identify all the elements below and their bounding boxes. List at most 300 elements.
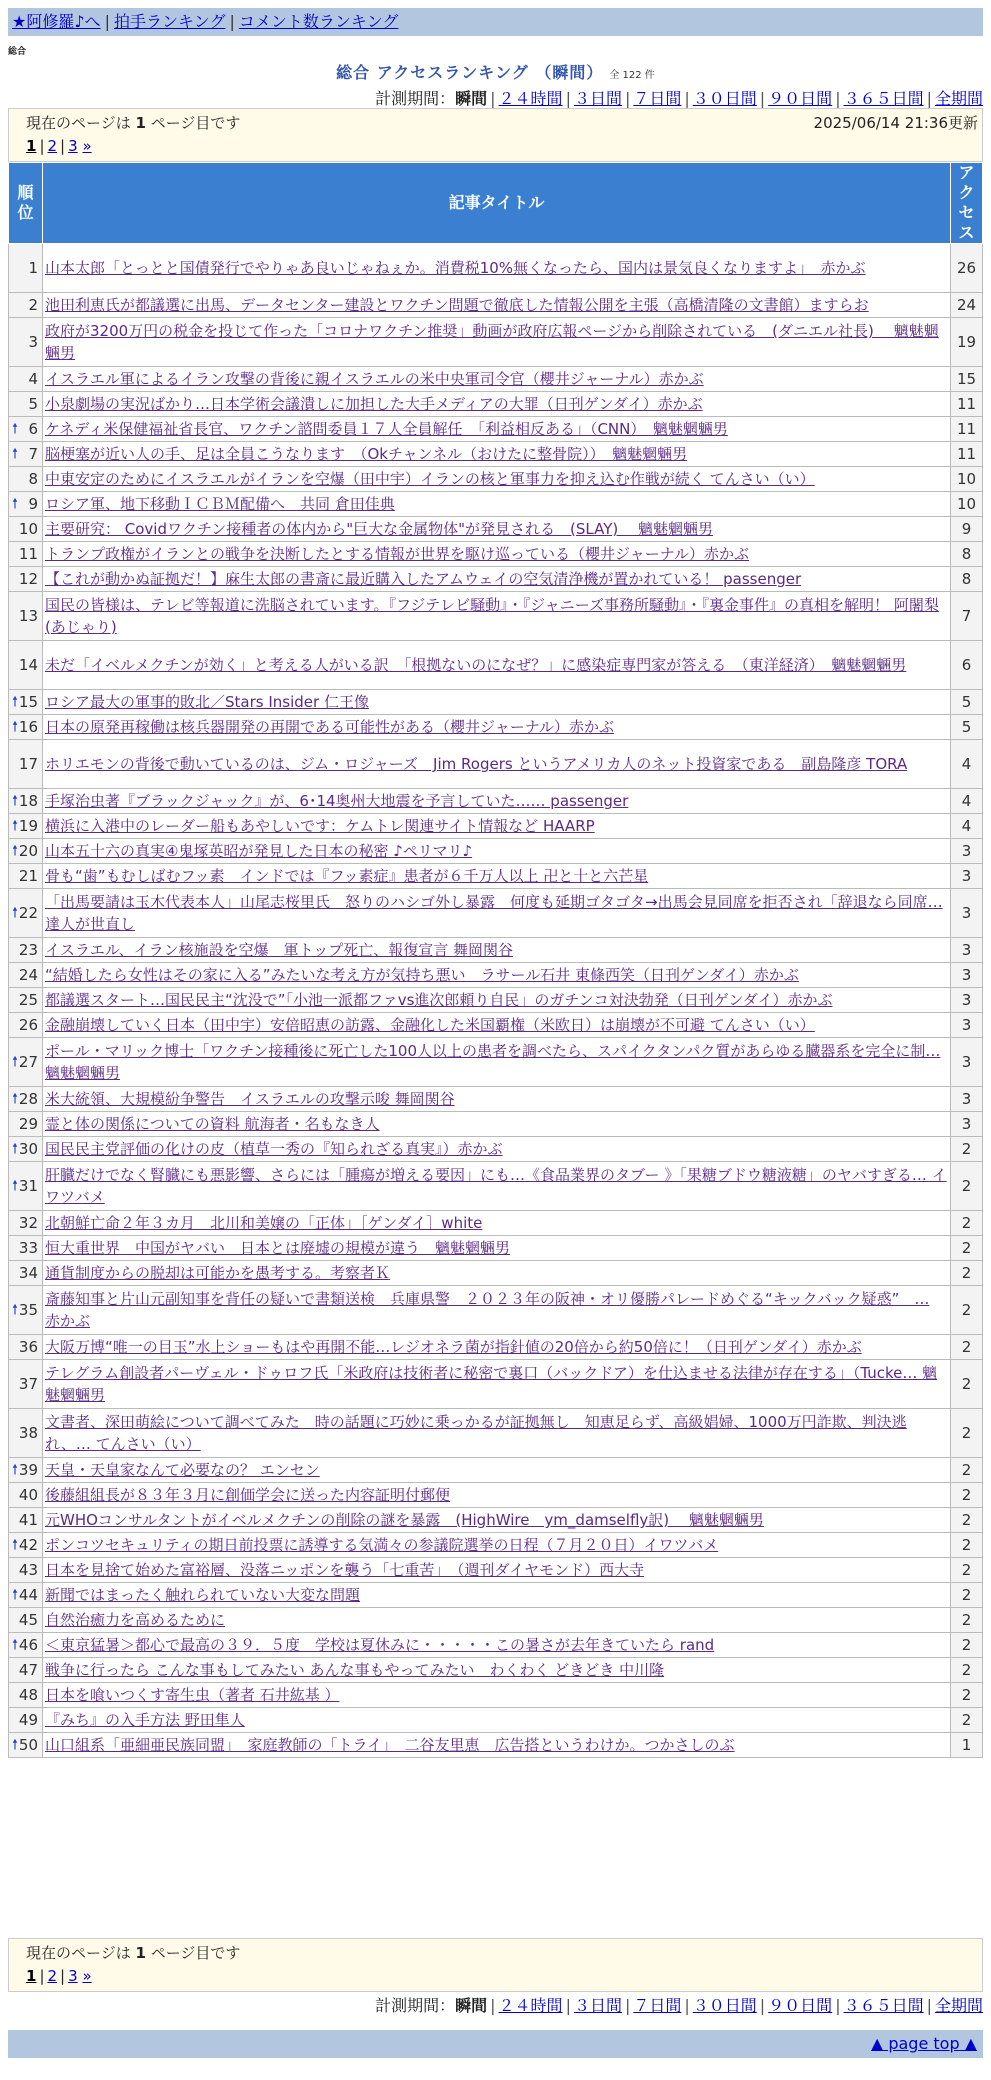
rank-number: 1 xyxy=(28,259,38,277)
rank-number: 28 xyxy=(18,1090,38,1108)
article-title-link[interactable]: 大阪万博“唯一の目玉”水上ショーもはや再開不能…レジオネラ菌が指針値の20倍から約50倍に！（日刊ゲンダイ）赤かぶ xyxy=(45,1338,862,1356)
article-title-link[interactable]: 北朝鮮亡命２年３カ月 北川和美嬢の「正体」［ゲンダイ］white xyxy=(45,1214,483,1232)
title-header: 記事タイトル xyxy=(43,163,951,244)
table-row xyxy=(9,938,983,963)
title-cell xyxy=(43,367,951,392)
title-cell xyxy=(43,467,951,492)
nav-separator: | xyxy=(104,12,110,31)
page-top-link[interactable]: ▲ page top ▲ xyxy=(870,2034,977,2053)
title-cell xyxy=(43,988,951,1013)
access-count: 2 xyxy=(951,1608,983,1633)
title-cell xyxy=(43,392,951,417)
clap-ranking-link[interactable]: 拍手ランキング xyxy=(113,12,226,31)
article-title-link[interactable]: 小泉劇場の実況ばかり…日本学術会議潰しに加担した大手メディアの大罪（日刊ゲンダイ）赤かぶ xyxy=(45,395,703,413)
rank-cell xyxy=(9,889,43,938)
table-row xyxy=(9,1013,983,1038)
article-title-link[interactable]: 主要研究： Covidワクチン接種者の体内から"巨大な金属物体"が発見される (SLAY) 魑魅魍魎男 xyxy=(45,520,713,538)
table-row xyxy=(9,988,983,1013)
pagination-link[interactable]: 2 xyxy=(47,137,58,155)
updated-timestamp: 2025/06/14 21:36更新 xyxy=(813,114,978,132)
nav-separator: | xyxy=(229,12,235,31)
access-count: 3 xyxy=(951,963,983,988)
period-separator: | xyxy=(684,89,690,108)
title-cell xyxy=(43,1162,951,1211)
genre-label: 総合 xyxy=(8,47,27,57)
ranking-table xyxy=(8,162,983,1758)
access-count: 2 xyxy=(951,1458,983,1483)
title-cell xyxy=(43,244,951,293)
table-row xyxy=(9,293,983,318)
table-row xyxy=(9,592,983,641)
access-count: 2 xyxy=(951,1483,983,1508)
table-row xyxy=(9,417,983,442)
rank-cell xyxy=(9,1013,43,1038)
access-count: 2 xyxy=(951,1633,983,1658)
rank-number: 21 xyxy=(18,867,38,885)
period-separator: | xyxy=(565,1996,571,2015)
article-title-link[interactable]: ロシア軍、地下移動ＩＣＢＭ配備へ 共同 倉田佳典 xyxy=(45,495,395,513)
period-option-link[interactable]: ３６５日間 xyxy=(843,1996,924,2015)
title-cell xyxy=(43,1360,951,1409)
access-count: 2 xyxy=(951,1508,983,1533)
title-cell xyxy=(43,293,951,318)
article-title-link[interactable]: 斎藤知事と片山元副知事を背任の疑いで書類送検 兵庫県警 ２０２３年の阪神・オリ優勝パレードめぐる“キックバック疑惑” … 赤かぶ xyxy=(45,1290,930,1330)
table-row xyxy=(9,1112,983,1137)
rank-number: 27 xyxy=(18,1053,38,1071)
article-title-link[interactable]: イスラエル、イラン核施設を空爆 軍トップ死亡、報復宣言 舞岡関谷 xyxy=(45,941,513,959)
rank-number: 50 xyxy=(18,1736,38,1754)
rank-cell xyxy=(9,1112,43,1137)
period-option-link[interactable]: ３０日間 xyxy=(692,89,757,108)
title-cell xyxy=(43,442,951,467)
pagination-current: 1 xyxy=(26,1967,37,1985)
article-title-link[interactable]: 池田利恵氏が都議選に出馬、データセンター建設とワクチン問題で徹底した情報公開を主張（高橋清隆の文書館）ますらお xyxy=(45,296,869,314)
access-count: 3 xyxy=(951,864,983,889)
access-count: 11 xyxy=(951,442,983,467)
table-row xyxy=(9,1608,983,1633)
title-cell xyxy=(43,1211,951,1236)
pagination-link[interactable]: 3 xyxy=(68,1967,78,1985)
rank-number: 41 xyxy=(18,1511,38,1529)
article-title-link[interactable]: ＜東京猛暑＞都心で最高の３９．５度 学校は夏休みに・・・・・この暑さが去年きていたら rand xyxy=(45,1636,715,1654)
access-count: 15 xyxy=(951,367,983,392)
article-title-link[interactable]: テレグラム創設者パーヴェル・ドゥロフ氏「米政府は技術者に秘密で裏口（バックドア）を仕込ませる法律が存在する」（Tucke… 魑魅魍魎男 xyxy=(45,1364,938,1404)
article-title-link[interactable]: ポンコツセキュリティの期日前投票に誘導する気満々の参議院選挙の日程（７月２０日）イワツバメ xyxy=(45,1536,719,1554)
rank-up-icon: 🠕 xyxy=(12,1537,19,1553)
article-title-link[interactable]: ケネディ米保健福祉省長官、ワクチン諮問委員１７人全員解任 「利益相反ある」（CNN） 魑魅魍魎男 xyxy=(45,420,728,438)
table-row xyxy=(9,641,983,690)
rank-header: 順位 xyxy=(9,163,43,244)
article-title-link[interactable]: 金融崩壊していく日本（田中宇）安倍昭恵の訪露、金融化した米国覇権（米欧日）は崩壊が不可避 てんさい（い） xyxy=(45,1016,815,1034)
article-title-link[interactable]: 恒大重世界 中国がヤバい 日本とは廃墟の規模が違う 魑魅魍魎男 xyxy=(45,1239,511,1257)
top-nav-bar xyxy=(8,8,983,36)
pagination-separator: | xyxy=(60,137,66,155)
rank-up-icon: 🠕 xyxy=(12,1054,19,1070)
rank-number: 5 xyxy=(28,395,38,413)
period-separator: | xyxy=(926,89,932,108)
rank-number: 31 xyxy=(18,1177,38,1195)
article-title-link[interactable]: 肝臓だけでなく腎臓にも悪影響、さらには「腫瘍が増える要因」にも…《食品業界のタブー 》「果糖ブドウ糖液糖」のヤバすぎる… イワツバメ xyxy=(45,1166,947,1206)
access-count: 3 xyxy=(951,889,983,938)
access-count: 19 xyxy=(951,318,983,367)
access-count: 1 xyxy=(951,1733,983,1758)
table-row xyxy=(9,1286,983,1335)
article-title-link[interactable]: 元WHOコンサルタントがイベルメクチンの削除の謎を暴露 (HighWire ym_damselfly訳) 魑魅魍魎男 xyxy=(45,1511,764,1529)
table-row xyxy=(9,690,983,715)
title-cell xyxy=(43,690,951,715)
period-option-link[interactable]: ３０日間 xyxy=(692,1996,757,2015)
article-title-link[interactable]: 新聞ではまったく触れられていない大変な問題 xyxy=(45,1586,361,1604)
access-count: 26 xyxy=(951,244,983,293)
rank-up-icon: 🠕 xyxy=(12,719,19,735)
rank-number: 48 xyxy=(18,1686,38,1704)
rank-number: 12 xyxy=(18,570,38,588)
access-count: 2 xyxy=(951,1286,983,1335)
page-title-wrap xyxy=(0,60,991,83)
period-separator: | xyxy=(835,89,841,108)
bottom-bar xyxy=(8,2030,983,2058)
access-count: 3 xyxy=(951,1013,983,1038)
rank-cell xyxy=(9,1211,43,1236)
rank-number: 39 xyxy=(18,1461,38,1479)
table-row xyxy=(9,1658,983,1683)
table-row xyxy=(9,789,983,814)
article-title-link[interactable]: 国民民主党評価の化けの皮（植草一秀の『知られざる真実』）赤かぶ xyxy=(45,1140,503,1158)
period-separator: | xyxy=(624,1996,631,2015)
table-row xyxy=(9,492,983,517)
article-title-link[interactable]: 手塚治虫著『ブラックジャック』が、6･14奥州大地震を予言していた…… passenger xyxy=(45,792,629,810)
access-count: 4 xyxy=(951,789,983,814)
title-cell xyxy=(43,417,951,442)
rank-cell xyxy=(9,318,43,367)
title-cell xyxy=(43,839,951,864)
home-link[interactable]: ★阿修羅♪へ xyxy=(12,12,101,31)
rank-cell xyxy=(9,1038,43,1087)
rank-cell xyxy=(9,938,43,963)
rank-up-icon: 🠕 xyxy=(12,818,19,834)
rank-cell xyxy=(9,814,43,839)
ranking-table-body xyxy=(9,244,983,1758)
rank-cell xyxy=(9,1335,43,1360)
rank-number: 9 xyxy=(28,495,38,513)
rank-up-icon: 🠕 xyxy=(12,1737,19,1753)
rank-cell xyxy=(9,417,43,442)
rank-cell xyxy=(9,367,43,392)
article-title-link[interactable]: 日本を喰いつくす寄生虫（著者 石井紘基 ） xyxy=(45,1686,340,1704)
period-option-link[interactable]: ９０日間 xyxy=(768,89,833,108)
article-title-link[interactable]: 未だ「イベルメクチンが効く」と考える人がいる訳 「根拠ないのになぜ？」に感染症専門家が答える （東洋経済） 魑魅魍魎男 xyxy=(45,656,907,674)
rank-number: 30 xyxy=(18,1140,38,1158)
article-title-link[interactable]: 骨も“歯”もむしばむフッ素 インドでは『フッ素症』患者が６千万人以上 卍と十と六芒星 xyxy=(45,867,649,885)
access-count: 10 xyxy=(951,492,983,517)
rank-cell xyxy=(9,1608,43,1633)
table-row xyxy=(9,517,983,542)
rank-number: 38 xyxy=(18,1424,38,1442)
table-row xyxy=(9,1360,983,1409)
period-option-link[interactable]: ２４時間 xyxy=(498,89,563,108)
rank-up-icon: 🠕 xyxy=(12,1462,19,1478)
pagination xyxy=(26,137,92,155)
article-title-link[interactable]: 山口組系「亜細亜民族同盟」 家庭教師の「トライ」 二谷友里恵 広告搭というわけか。つかさしのぶ xyxy=(45,1736,735,1754)
pagination-link[interactable]: 3 xyxy=(68,137,78,155)
period-option-link[interactable]: ２４時間 xyxy=(498,1996,563,2015)
title-cell xyxy=(43,814,951,839)
period-option-link[interactable]: 全期間 xyxy=(934,89,983,108)
access-count: 3 xyxy=(951,1038,983,1087)
article-title-link[interactable]: 政府が3200万円の税金を投じて作った「コロナワクチン推奨」動画が政府広報ページから削除されている (ダニエル社長) 魑魅魍魎男 xyxy=(45,322,939,362)
rank-cell xyxy=(9,293,43,318)
rank-number: 3 xyxy=(28,333,38,351)
title-cell xyxy=(43,1733,951,1758)
period-label: 計測期間： xyxy=(375,89,456,108)
article-title-link[interactable]: 通貨制度からの脱却は可能かを愚考する。考察者Ｋ xyxy=(45,1264,391,1282)
table-row xyxy=(9,1558,983,1583)
rank-number: 7 xyxy=(28,445,38,463)
pagination xyxy=(26,1967,92,1985)
table-row xyxy=(9,392,983,417)
period-separator: | xyxy=(490,1996,496,2015)
article-title-link[interactable]: 天皇・天皇家なんて必要なの？ エンセン xyxy=(45,1461,320,1479)
pagination-separator: | xyxy=(60,1967,66,1985)
title-cell xyxy=(43,542,951,567)
rank-cell xyxy=(9,690,43,715)
article-title-link[interactable]: 戦争に行ったら こんな事もしてみたい あんな事もやってみたい わくわく どきどき 中川隆 xyxy=(45,1661,665,1679)
rank-cell xyxy=(9,988,43,1013)
table-row xyxy=(9,1137,983,1162)
rank-number: 26 xyxy=(18,1016,38,1034)
table-row xyxy=(9,567,983,592)
rank-number: 4 xyxy=(28,370,38,388)
article-title-link[interactable]: 横浜に入港中のレーダー船もあやしいです：ケムトレ関連サイト情報など HAARP xyxy=(45,817,595,835)
article-title-link[interactable]: 日本を見捨て始めた富裕層、没落ニッポンを襲う「七重苦」 （週刊ダイヤモンド）西大寺 xyxy=(45,1561,645,1579)
title-cell xyxy=(43,1708,951,1733)
rank-number: 25 xyxy=(18,991,38,1009)
article-title-link[interactable]: 霊と体の関係についての資料 航海者・名もなき人 xyxy=(45,1115,380,1133)
rank-number: 14 xyxy=(18,656,38,674)
rank-number: 46 xyxy=(18,1636,38,1654)
rank-cell xyxy=(9,1236,43,1261)
access-count: 4 xyxy=(951,814,983,839)
current-page-number: 1 xyxy=(135,1944,146,1962)
table-row xyxy=(9,963,983,988)
rank-cell xyxy=(9,715,43,740)
access-count: 2 xyxy=(951,1708,983,1733)
pagination-separator: | xyxy=(39,1967,45,1985)
article-title-link[interactable]: 脳梗塞が近い人の手、足は全員こうなります （Okチャンネル（おけたに整骨院）） 魑魅魍魎男 xyxy=(45,445,688,463)
access-count: 11 xyxy=(951,417,983,442)
rank-cell xyxy=(9,442,43,467)
rank-number: 22 xyxy=(18,904,38,922)
title-cell xyxy=(43,1633,951,1658)
article-title-link[interactable]: 米大統領、大規模紛争警告 イスラエルの攻撃示唆 舞岡関谷 xyxy=(45,1090,455,1108)
access-count: 2 xyxy=(951,1683,983,1708)
rank-cell xyxy=(9,789,43,814)
title-cell xyxy=(43,740,951,789)
rank-cell xyxy=(9,592,43,641)
rank-cell xyxy=(9,392,43,417)
rank-up-icon: 🠕 xyxy=(12,1178,19,1194)
title-cell xyxy=(43,1508,951,1533)
title-cell xyxy=(43,1558,951,1583)
title-cell xyxy=(43,1286,951,1335)
article-title-link[interactable]: 自然治癒力を高めるために xyxy=(45,1611,226,1629)
article-title-link[interactable]: 【これが動かぬ証拠だ！】麻生太郎の書斎に最近購入したアムウェイの空気清浄機が置かれている！ passenger xyxy=(45,570,802,588)
table-row xyxy=(9,1633,983,1658)
article-title-link[interactable]: 山本太郎「とっとと国債発行でやりゃあ良いじゃねぇか。消費税10%無くなったら、国内は景気良くなりますよ」 赤かぶ xyxy=(45,259,866,277)
rank-up-icon: 🠕 xyxy=(12,843,19,859)
title-cell xyxy=(43,592,951,641)
title-cell xyxy=(43,318,951,367)
access-header: アクセス xyxy=(951,163,983,244)
article-title-link[interactable]: ロシア最大の軍事的敗北／Stars Insider 仁王像 xyxy=(45,693,369,711)
rank-cell xyxy=(9,467,43,492)
period-option-link[interactable]: ７日間 xyxy=(633,1996,682,2015)
title-cell xyxy=(43,789,951,814)
title-cell xyxy=(43,1483,951,1508)
title-cell xyxy=(43,1608,951,1633)
table-row xyxy=(9,839,983,864)
period-option-link[interactable]: ３６５日間 xyxy=(843,89,924,108)
table-row xyxy=(9,542,983,567)
access-count: 4 xyxy=(951,740,983,789)
rank-number: 44 xyxy=(18,1586,38,1604)
current-page-number: 1 xyxy=(135,114,146,132)
article-title-link[interactable]: ホリエモンの背後で動いているのは、ジム・ロジャーズ Jim Rogers というアメリカ人のネット投資家である 副島隆彦 TORA xyxy=(45,755,908,773)
page-message-pre: 現在のページは xyxy=(26,114,131,132)
rank-cell xyxy=(9,1409,43,1458)
pagination-next[interactable]: » xyxy=(82,1967,92,1985)
rank-up-icon: 🠕 xyxy=(12,421,19,437)
period-option-link[interactable]: ３日間 xyxy=(573,1996,622,2015)
table-row xyxy=(9,1458,983,1483)
title-cell xyxy=(43,1137,951,1162)
article-title-link[interactable]: “結婚したら女性はその家に入る”みたいな考え方が気持ち悪い ラサール石井 東條西笑（日刊ゲンダイ）赤かぶ xyxy=(45,966,799,984)
access-count: 8 xyxy=(951,542,983,567)
page-title: 総合 アクセスランキング （瞬間） xyxy=(336,63,604,82)
article-title-link[interactable]: 中東安定のためにイスラエルがイランを空爆（田中宇）イランの核と軍事力を抑え込む作戦が続く てんさい（い） xyxy=(45,470,815,488)
pagination-next[interactable]: » xyxy=(82,137,92,155)
pagination-link[interactable]: 2 xyxy=(47,1967,58,1985)
rank-number: 42 xyxy=(18,1536,38,1554)
period-label: 計測期間： xyxy=(375,1996,456,2015)
period-separator: | xyxy=(926,1996,932,2015)
page-message-post: ページ目です xyxy=(150,1944,241,1962)
title-cell xyxy=(43,963,951,988)
article-title-link[interactable]: 「出馬要請は玉木代表本人」山尾志桜里氏 怒りのハシゴ外し暴露 何度も延期ゴタゴタ→出馬会見同席を拒否され「辞退なら同席… 達人が世直し xyxy=(45,893,943,933)
access-count: 2 xyxy=(951,1583,983,1608)
rank-cell xyxy=(9,1733,43,1758)
rank-up-icon: 🠕 xyxy=(12,1587,19,1603)
rank-cell xyxy=(9,1708,43,1733)
rank-cell xyxy=(9,963,43,988)
period-option-link[interactable]: ３日間 xyxy=(573,89,622,108)
table-row xyxy=(9,1508,983,1533)
comment-ranking-link[interactable]: コメント数ランキング xyxy=(238,12,399,31)
rank-cell xyxy=(9,641,43,690)
rank-up-icon: 🠕 xyxy=(12,905,19,921)
page-message xyxy=(26,112,240,133)
rank-number: 17 xyxy=(18,755,38,773)
access-count: 2 xyxy=(951,1162,983,1211)
access-count: 2 xyxy=(951,1236,983,1261)
rank-cell xyxy=(9,1533,43,1558)
rank-number: 32 xyxy=(18,1214,38,1232)
period-option-link[interactable]: 全期間 xyxy=(934,1996,983,2015)
period-separator: | xyxy=(759,89,766,108)
access-count: 2 xyxy=(951,1409,983,1458)
rank-cell xyxy=(9,1583,43,1608)
rank-cell xyxy=(9,1261,43,1286)
access-count: 10 xyxy=(951,467,983,492)
period-separator: | xyxy=(759,1996,766,2015)
rank-number: 10 xyxy=(18,520,38,538)
table-row xyxy=(9,1733,983,1758)
period-option-link[interactable]: ７日間 xyxy=(633,89,682,108)
rank-number: 45 xyxy=(18,1611,38,1629)
period-separator: | xyxy=(490,89,496,108)
title-cell xyxy=(43,1236,951,1261)
table-row xyxy=(9,1087,983,1112)
article-title-link[interactable]: 後藤組組長が８３年３月に創価学会に送った内容証明付郵便 xyxy=(45,1486,451,1504)
access-count: 2 xyxy=(951,1558,983,1583)
rank-number: 33 xyxy=(18,1239,38,1257)
article-title-link[interactable]: イスラエル軍によるイラン攻撃の背後に親イスラエルの米中央軍司令官（櫻井ジャーナル）赤かぶ xyxy=(45,370,704,388)
page-message-pre: 現在のページは xyxy=(26,1944,131,1962)
rank-cell xyxy=(9,1683,43,1708)
article-title-link[interactable]: 山本五十六の真実④鬼塚英昭が発見した日本の秘密 ♪ペリマリ♪ xyxy=(45,842,473,860)
access-count: 5 xyxy=(951,715,983,740)
table-row xyxy=(9,1483,983,1508)
title-cell xyxy=(43,1335,951,1360)
title-cell xyxy=(43,1583,951,1608)
table-row xyxy=(9,740,983,789)
article-title-link[interactable]: 都議選スタート…国民民主“沈没で”「小池一派都ファvs進次郎頼り自民」のガチンコ対決勃発（日刊ゲンダイ）赤かぶ xyxy=(45,991,833,1009)
title-cell xyxy=(43,889,951,938)
table-row xyxy=(9,1409,983,1458)
table-row xyxy=(9,1162,983,1211)
title-cell xyxy=(43,1533,951,1558)
rank-number: 23 xyxy=(18,941,38,959)
period-option-link[interactable]: ９０日間 xyxy=(768,1996,833,2015)
access-count: 2 xyxy=(951,1137,983,1162)
rank-number: 24 xyxy=(18,966,38,984)
rank-number: 37 xyxy=(18,1375,38,1393)
rank-up-icon: 🠕 xyxy=(12,694,19,710)
article-title-link[interactable]: トランプ政権がイランとの戦争を決断したとする情報が世界を駆け巡っている（櫻井ジャーナル）赤かぶ xyxy=(45,545,749,563)
page-message xyxy=(26,1942,240,1963)
rank-number: 11 xyxy=(18,545,38,563)
rank-cell xyxy=(9,1087,43,1112)
title-cell xyxy=(43,938,951,963)
rank-number: 20 xyxy=(18,842,38,860)
access-count: 3 xyxy=(951,988,983,1013)
rank-number: 8 xyxy=(28,470,38,488)
access-count: 11 xyxy=(951,392,983,417)
article-title-link[interactable]: 『みち』の入手方法 野田隼人 xyxy=(45,1711,245,1729)
article-title-link[interactable]: ポール・マリック博士「ワクチン接種後に死亡した100人以上の患者を調べたら、スパイクタンパク質があらゆる臓器系を完全に制… 魑魅魍魎男 xyxy=(45,1042,941,1082)
pager-box-bottom xyxy=(8,1938,983,1992)
access-count: 6 xyxy=(951,641,983,690)
article-title-link[interactable]: 文書者、深田萌絵について調べてみた 時の話題に巧妙に乗っかるが証拠無し 知恵足らず、高級娼婦、1000万円詐欺、判決逃れ、… てんさい（い） xyxy=(45,1413,907,1453)
rank-number: 47 xyxy=(18,1661,38,1679)
table-row xyxy=(9,1583,983,1608)
rank-up-icon: 🠕 xyxy=(12,793,19,809)
article-title-link[interactable]: 日本の原発再稼働は核兵器開発の再開である可能性がある（櫻井ジャーナル）赤かぶ xyxy=(45,718,614,736)
access-count: 7 xyxy=(951,592,983,641)
article-title-link[interactable]: 国民の皆様は、テレビ等報道に洗脳されています。『フジテレビ騒動』・『ジャニーズ事務所騒動』・『裏金事件』の真相を解明！ 阿闍梨(あじゃり) xyxy=(45,596,939,636)
rank-number: 6 xyxy=(28,420,38,438)
table-row xyxy=(9,1683,983,1708)
